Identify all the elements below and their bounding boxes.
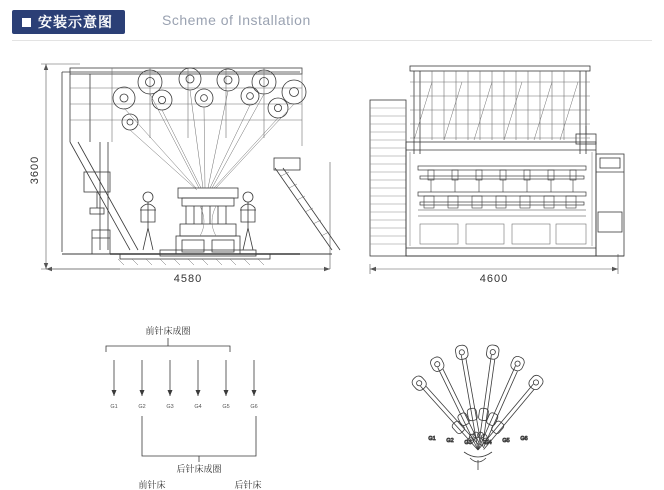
feeder-label-g1: G1 [428,436,436,442]
page-header [0,0,664,42]
guide-label-g1: G1 [110,404,118,410]
machine-plan-view [370,66,624,274]
yarn-cone-group [113,68,306,130]
operator-figure-left [140,192,156,250]
feeder-label-g4: G4 [484,440,492,446]
needle-bed-loop-diagram [106,338,257,462]
needle-bed-top-label: 前针床成圈 [145,326,191,336]
dimension-height-label: 3600 [29,155,41,185]
guide-label-g2: G2 [138,404,146,410]
guide-label-g4: G4 [194,404,202,410]
header-divider [12,40,652,41]
header-title-badge [12,10,125,34]
feeder-label-g6: G6 [520,436,528,442]
page-subtitle: Scheme of Installation [162,12,311,28]
feeder-label-g2: G2 [446,438,454,444]
dimension-width-label: 4580 [173,273,203,285]
needle-bed-mid-label: 后针床成圈 [176,464,222,474]
feeder-label-g3: G3 [464,440,472,446]
needle-bed-back-label: 后针床 [234,480,262,490]
page-title: 安装示意图 [38,14,113,30]
feeder-label-g5: G5 [502,438,510,444]
operator-figure-right [240,192,256,250]
drawing-canvas [0,42,664,490]
needle-bed-front-label: 前针床 [138,480,166,490]
machine-front-elevation [41,64,340,271]
square-bullet-icon [22,18,31,27]
guide-label-g6: G6 [250,404,258,410]
yarn-feeder-fan-diagram [410,344,545,470]
guide-label-g5: G5 [222,404,230,410]
guide-label-g3: G3 [166,404,174,410]
dimension-width-label-2: 4600 [479,273,509,285]
